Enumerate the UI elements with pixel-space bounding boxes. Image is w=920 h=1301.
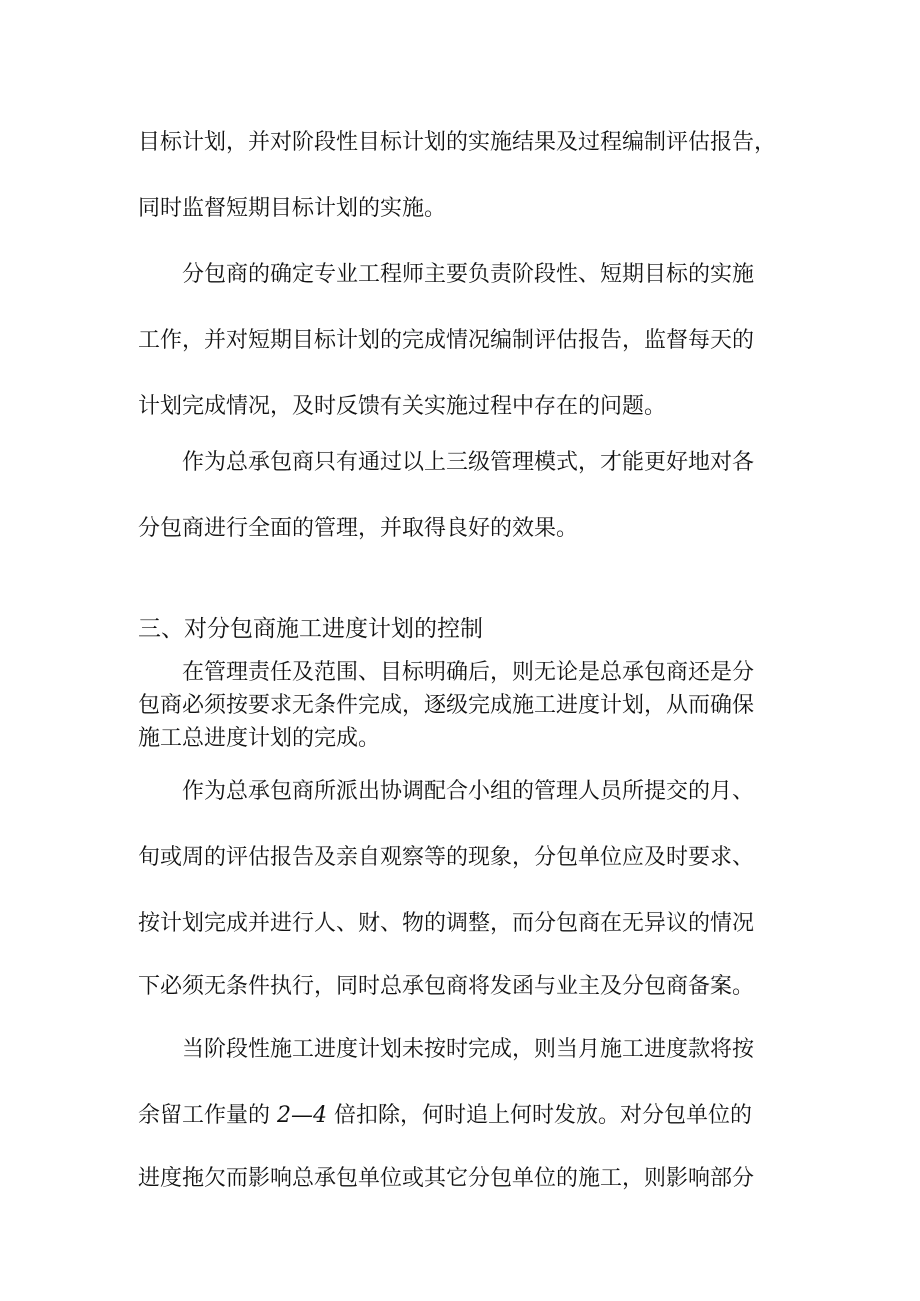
paragraph-line: 在管理责任及范围、目标明确后，则无论是总承包商还是分 xyxy=(182,660,755,685)
text-segment: 余留工作量的 xyxy=(138,1103,271,1128)
paragraph-line: 按计划完成并进行人、财、物的调整，而分包商在无异议的情况 xyxy=(138,911,755,936)
text-segment: 倍扣除，何时追上何时发放。对分包单位的 xyxy=(334,1103,753,1128)
paragraph-line: 目标计划，并对阶段性目标计划的实施结果及过程编制评估报告， xyxy=(138,130,777,155)
paragraph-line: 进度拖欠而影响总承包单位或其它分包单位的施工，则影响部分 xyxy=(138,1166,755,1191)
paragraph-line: 作为总承包商所派出协调配合小组的管理人员所提交的月、 xyxy=(182,779,755,804)
paragraph-line: 同时监督短期目标计划的实施。 xyxy=(138,196,447,221)
paragraph-line: 分包商进行全面的管理，并取得良好的效果。 xyxy=(138,516,579,541)
paragraph-line: 作为总承包商只有通过以上三级管理模式，才能更好地对各 xyxy=(182,450,755,475)
paragraph-line: 包商必须按要求无条件完成，逐级完成施工进度计划，从而确保 xyxy=(138,693,755,718)
ratio-text: 2—4 xyxy=(277,1103,328,1128)
paragraph-line: 下必须无条件执行，同时总承包商将发函与业主及分包商备案。 xyxy=(138,974,755,999)
section-heading: 三、对分包商施工进度计划的控制 xyxy=(138,616,483,642)
paragraph-line xyxy=(138,1101,920,1131)
paragraph-line: 工作，并对短期目标计划的完成情况编制评估报告，监督每天的 xyxy=(138,328,755,353)
paragraph-line: 施工总进度计划的完成。 xyxy=(138,726,381,751)
paragraph-line: 计划完成情况，及时反馈有关实施过程中存在的问题。 xyxy=(138,394,667,419)
paragraph-line: 当阶段性施工进度计划未按时完成，则当月施工进度款将按 xyxy=(182,1037,755,1062)
paragraph-line: 旬或周的评估报告及亲自观察等的现象，分包单位应及时要求、 xyxy=(138,845,755,870)
paragraph-line: 分包商的确定专业工程师主要负责阶段性、短期目标的实施 xyxy=(182,262,755,287)
